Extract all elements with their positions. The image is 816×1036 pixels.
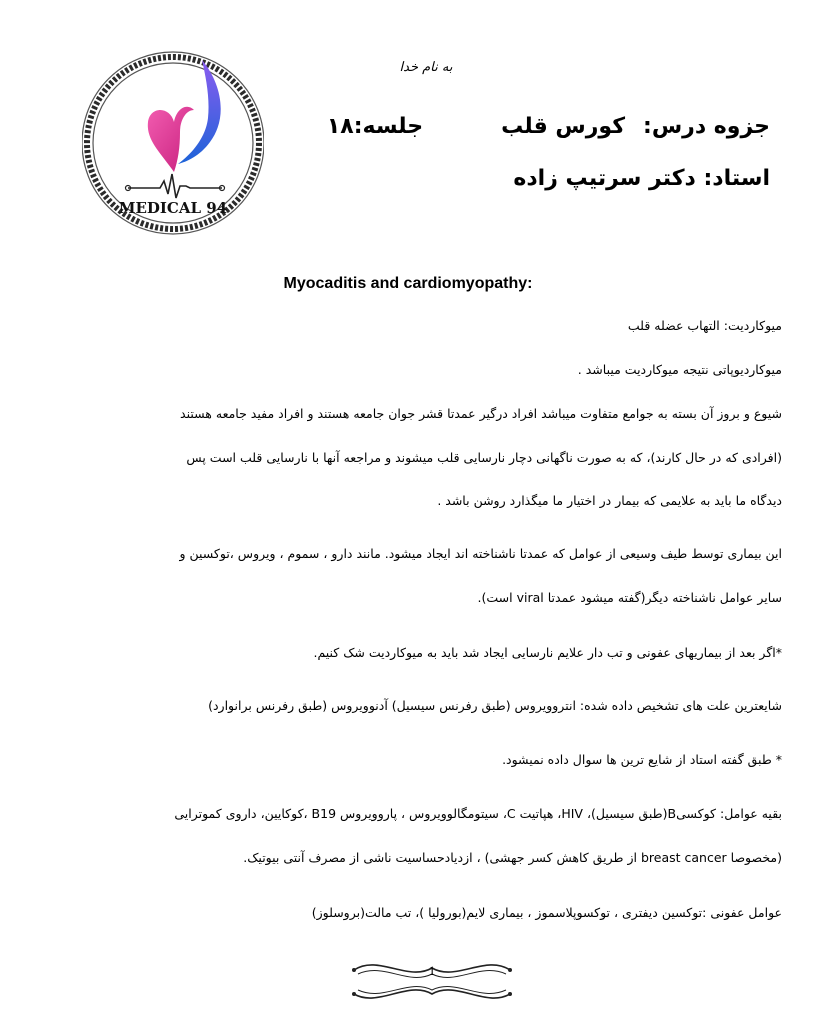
teacher-header: [513, 166, 770, 191]
basmala: به نام خدا: [399, 60, 453, 75]
paragraph-line: (افرادی که در حال کارند)، که به صورت ناگهانی دچار نارسایی قلب میشوند و مراجعه آنها با نارسایی قلب است پس: [186, 450, 782, 465]
paragraph-line: سایر عوامل ناشناخته دیگر(گفته میشود عمدتا viral است).: [477, 590, 782, 605]
paragraph-line: (مخصوصا breast cancer از طریق کاهش کسر جهشی) ، ازدیادحساسیت ناشی از مصرف آنتی بیوتیک.: [243, 850, 782, 865]
paragraph-line: این بیماری توسط طیف وسیعی از عوامل که عمدتا ناشناخته اند ایجاد میشود. مانند دارو ، سموم ، ویروس ،توکسین و: [179, 546, 782, 561]
paragraph-line: شیوع و بروز آن بسته به جوامع متفاوت میباشد افراد درگیر عمدتا قشر جوان جامعه هستند و افراد مفید جامعه هستند: [180, 406, 782, 421]
paragraph-line: بقیه عوامل: کوکسیB(طبق سیسیل)، HIV، هپاتیت C، سیتومگالوویروس ، پاروویروس B19 ،کوکایین، داروی کموترایی: [174, 806, 782, 821]
paragraph-line: عوامل عفونی :توکسین دیفتری ، توکسوپلاسموز ، بیماری لایم(بورولیا )، تب مالت(بروسلوز): [311, 905, 782, 920]
page-title: Myocaditis and cardiomyopathy:: [283, 275, 533, 292]
paragraph-line: *اگر بعد از بیماریهای عفونی و تب دار علایم نارسایی ایجاد شد باید به میوکاردیت شک کنیم.: [313, 645, 782, 660]
paragraph-line: دیدگاه ما باید به علایمی که بیمار در اختیار ما میگذارد روشن باشد .: [437, 493, 782, 508]
paragraph-line: میوکاردیوپاتی نتیجه میوکاردیت میباشد .: [577, 362, 782, 377]
footer-ornament: [348, 952, 516, 1010]
heart-drop-shape: [148, 107, 194, 172]
paragraph-line: میوکاردیت: التهاب عضله قلب: [627, 318, 782, 333]
course-header: [327, 114, 770, 139]
page-number: 1: [428, 963, 436, 978]
logo-brand-text: MEDICAL 94: [118, 199, 228, 217]
teacher-name: دکتر سرتیپ زاده: [513, 166, 696, 191]
course-label: جزوه درس:: [643, 114, 770, 139]
teacher-label: استاد:: [703, 166, 770, 191]
course-name: کورس قلب: [501, 114, 626, 139]
medical94-logo: [82, 40, 264, 246]
paragraph-line: شایعترین علت های تشخیص داده شده: انتروویروس (طبق رفرنس سیسیل) آدنوویروس (طبق رفرنس برانوارد): [208, 698, 782, 713]
paragraph-line: * طبق گفته استاد از شایع ترین ها سوال داده نمیشود.: [502, 752, 782, 767]
session-number: جلسه:۱۸: [326, 114, 424, 139]
ecg-line: [128, 174, 222, 198]
